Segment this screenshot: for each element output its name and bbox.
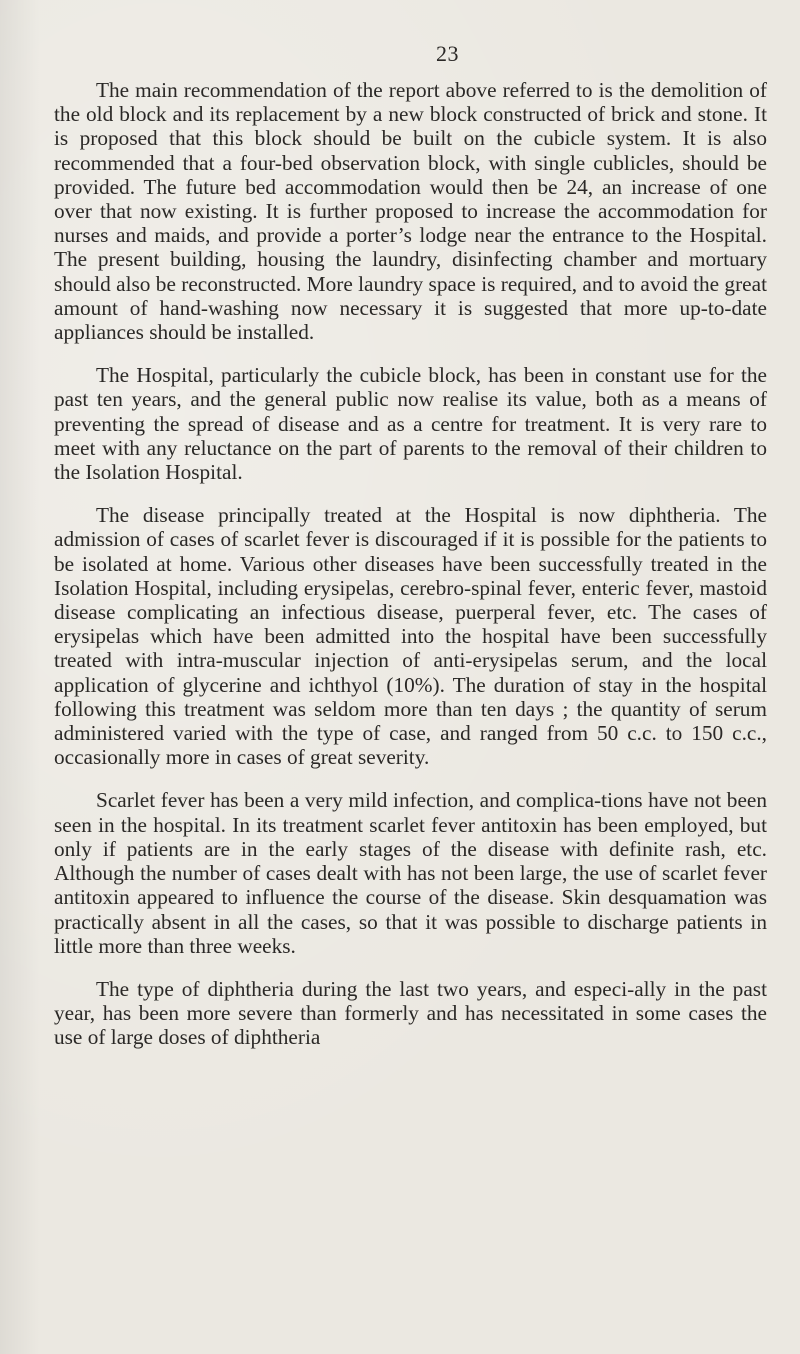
page-number: 23 (436, 41, 459, 66)
paragraph-3: The disease principally treated at the Hospital is now diphtheria. The admission of cases of scarlet fever is discouraged if it is possible for the patients to be isolated at home. Various other diseases have been successfully treated in the Isolation Hospital, including erysipelas, cerebro-spinal fever, enteric fever, mastoid disease complicating an infectious disease, puerperal fever, etc. The cases of erysipelas which have been admitted into the hospital have been successfully treated with intra-muscular injection of anti-erysipelas serum, and the local application of glycerine and ichthyol (10%). The duration of stay in the hospital following this treatment was seldom more than ten days ; the quantity of serum administered varied with the type of case, and ranged from 50 c.c. to 150 c.c., occasionally more in cases of great severity. (54, 503, 767, 770)
body-text (54, 78, 767, 1069)
paragraph-4: Scarlet fever has been a very mild infection, and complica-tions have not been seen in the hospital. In its treatment scarlet fever antitoxin has been employed, but only if patients are in the early stages of the disease with definite rash, etc. Although the number of cases dealt with has not been large, the use of scarlet fever antitoxin appeared to influence the course of the disease. Skin desquamation was practically absent in all the cases, so that it was possible to discharge patients in little more than three weeks. (54, 788, 767, 958)
paragraph-1: The main recommendation of the report above referred to is the demolition of the old block and its replacement by a new block constructed of brick and stone. It is proposed that this block should be built on the cubicle system. It is also recommended that a four-bed observation block, with single cublicles, should be provided. The future bed accommodation would then be 24, an increase of one over that now existing. It is further proposed to increase the accommodation for nurses and maids, and provide a porter’s lodge near the entrance to the Hospital. The present building, housing the laundry, disinfecting chamber and mortuary should also be reconstructed. More laundry space is required, and to avoid the great amount of hand-washing now necessary it is suggested that more up-to-date appliances should be installed. (54, 78, 767, 345)
paragraph-2: The Hospital, particularly the cubicle block, has been in constant use for the past ten years, and the general public now realise its value, both as a means of preventing the spread of disease and as a centre for treatment. It is very rare to meet with any reluctance on the part of parents to the removal of their children to the Isolation Hospital. (54, 363, 767, 485)
paragraph-5: The type of diphtheria during the last two years, and especi-ally in the past year, has been more severe than formerly and has necessitated in some cases the use of large doses of diphtheria (54, 976, 767, 1050)
